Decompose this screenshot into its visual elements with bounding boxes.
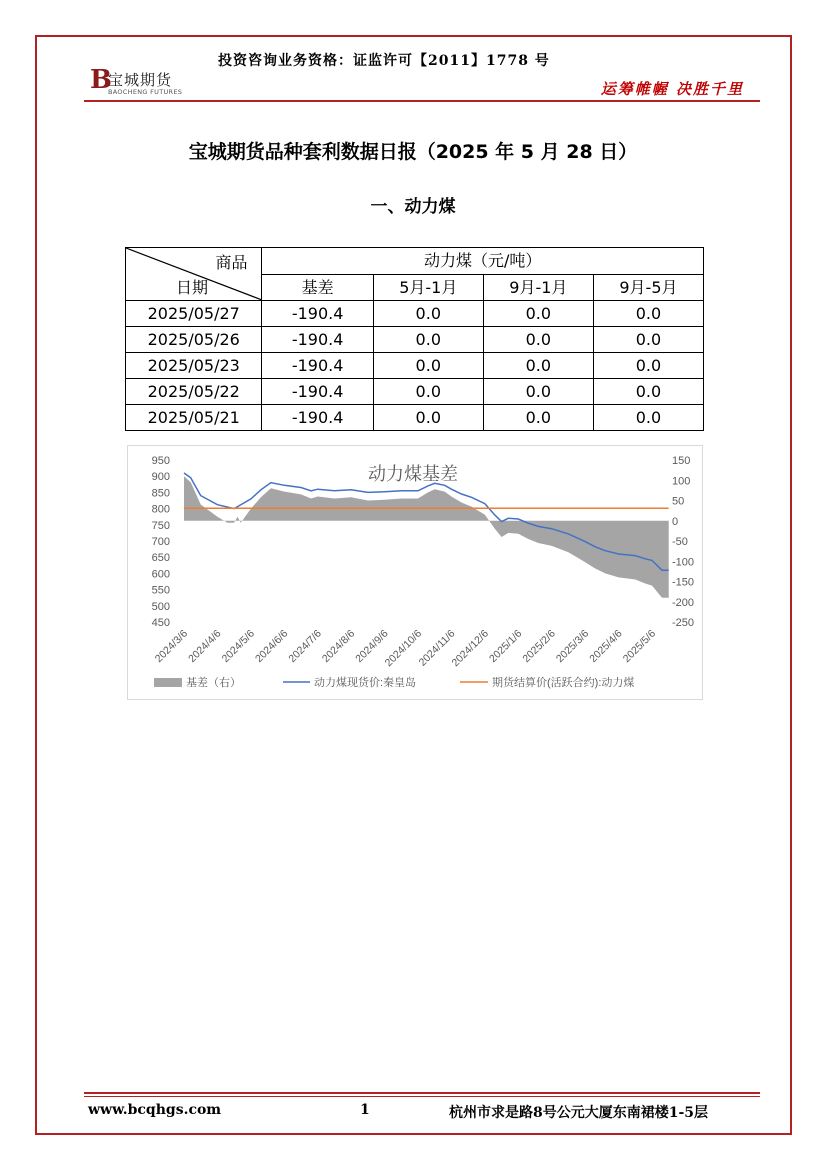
report-title: 宝城期货品种套利数据日报（2025 年 5 月 28 日） xyxy=(188,141,638,163)
cell-value: 0.0 xyxy=(483,405,593,431)
company-logo xyxy=(90,64,210,100)
x-tick-label: 2025/3/6 xyxy=(553,627,592,666)
y-left-tick-label: 950 xyxy=(151,455,170,467)
group-header: 动力煤（元/吨） xyxy=(262,248,704,275)
x-tick-label: 2025/4/6 xyxy=(587,627,625,666)
table-row xyxy=(126,327,704,353)
y-left-tick-label: 600 xyxy=(151,568,170,581)
row-date: 2025/05/27 xyxy=(126,301,262,327)
y-left-tick-label: 900 xyxy=(151,471,170,484)
page-number: 1 xyxy=(360,1102,370,1118)
x-tick-label: 2024/8/6 xyxy=(319,627,358,666)
corner-header-cell xyxy=(126,248,262,301)
legend-swatch-basis xyxy=(154,678,182,687)
cell-value: -190.4 xyxy=(262,353,373,379)
x-tick-label: 2024/4/6 xyxy=(186,627,224,666)
cell-value: 0.0 xyxy=(593,405,703,431)
cell-value: 0.0 xyxy=(483,353,593,379)
cell-value: 0.0 xyxy=(593,379,703,405)
row-date: 2025/05/21 xyxy=(126,405,262,431)
y-right-tick-label: -200 xyxy=(672,596,695,609)
spread-table xyxy=(125,247,704,431)
x-tick-label: 2024/6/6 xyxy=(253,627,291,666)
footer-divider xyxy=(84,1092,760,1094)
y-left-tick-label: 550 xyxy=(151,584,170,597)
x-tick-label: 2024/7/6 xyxy=(286,627,324,666)
x-tick-label: 2024/3/6 xyxy=(152,627,191,666)
cell-value: 0.0 xyxy=(593,353,703,379)
column-header-basis: 基差 xyxy=(262,274,373,301)
corner-label-date: 日期 xyxy=(176,278,209,297)
x-tick-label: 2024/11/6 xyxy=(416,627,458,669)
y-right-tick-label: -50 xyxy=(672,536,688,548)
cell-value: -190.4 xyxy=(262,405,373,431)
section-heading: 一、动力煤 xyxy=(370,197,456,217)
cell-value: 0.0 xyxy=(373,405,483,431)
row-date: 2025/05/26 xyxy=(126,327,262,353)
y-right-tick-label: 150 xyxy=(672,455,691,467)
cell-value: 0.0 xyxy=(373,301,483,327)
y-left-tick-label: 850 xyxy=(151,487,170,500)
logo-mark-icon: B xyxy=(90,65,112,95)
logo-name: 宝城期货 xyxy=(108,71,173,89)
cell-value: 0.0 xyxy=(483,327,593,353)
cell-value: 0.0 xyxy=(483,301,593,327)
y-left-tick-label: 650 xyxy=(151,552,170,565)
basis-chart xyxy=(127,445,703,700)
header-divider xyxy=(84,100,760,102)
slogan: 运筹帷幄 决胜千里 xyxy=(600,80,744,98)
logo-english-name: BAOCHENG FUTURES xyxy=(108,88,183,96)
cell-value: 0.0 xyxy=(373,327,483,353)
license-text: 投资咨询业务资格：证监许可【2011】1778 号 xyxy=(218,53,550,69)
y-left-tick-label: 700 xyxy=(151,536,170,548)
column-header-may-jan: 5月-1月 xyxy=(373,274,483,301)
x-tick-label: 2025/1/6 xyxy=(487,627,525,666)
footer-divider-thin xyxy=(84,1096,760,1097)
legend-label-basis: 基差（右） xyxy=(186,677,241,689)
table-row xyxy=(126,301,704,327)
x-tick-label: 2024/12/6 xyxy=(449,627,491,670)
cell-value: -190.4 xyxy=(262,301,373,327)
cell-value: 0.0 xyxy=(593,327,703,353)
y-left-tick-label: 500 xyxy=(151,600,170,613)
chart-svg xyxy=(128,446,702,699)
y-left-tick-label: 750 xyxy=(151,519,170,532)
x-tick-label: 2024/10/6 xyxy=(382,627,425,670)
footer-website[interactable]: www.bcqhgs.com xyxy=(88,1102,222,1118)
row-date: 2025/05/22 xyxy=(126,379,262,405)
y-right-tick-label: 50 xyxy=(672,495,685,508)
column-header-sep-may: 9月-5月 xyxy=(593,274,703,301)
x-tick-label: 2024/5/6 xyxy=(219,627,257,666)
row-date: 2025/05/23 xyxy=(126,353,262,379)
y-right-tick-label: 100 xyxy=(672,475,691,488)
y-right-tick-label: -100 xyxy=(672,556,695,569)
cell-value: 0.0 xyxy=(593,301,703,327)
corner-label-commodity: 商品 xyxy=(215,253,248,272)
cell-value: 0.0 xyxy=(373,379,483,405)
table-row xyxy=(126,405,704,431)
chart-title: 动力煤基差 xyxy=(368,464,458,484)
x-tick-label: 2025/5/6 xyxy=(620,627,659,666)
y-right-tick-label: 0 xyxy=(672,515,679,528)
cell-value: 0.0 xyxy=(483,379,593,405)
y-right-tick-label: -250 xyxy=(672,617,695,629)
cell-value: -190.4 xyxy=(262,327,373,353)
x-tick-label: 2024/9/6 xyxy=(353,627,391,666)
footer-address: 杭州市求是路8号公元大厦东南裙楼1-5层 xyxy=(449,1105,709,1121)
x-tick-label: 2025/2/6 xyxy=(520,627,558,666)
table-row xyxy=(126,379,704,405)
y-right-tick-label: -150 xyxy=(672,576,695,589)
legend-label-spot: 动力煤现货价:秦皇岛 xyxy=(314,677,417,689)
y-left-tick-label: 800 xyxy=(151,503,170,516)
cell-value: -190.4 xyxy=(262,379,373,405)
y-left-tick-label: 450 xyxy=(151,617,170,629)
table-row xyxy=(126,353,704,379)
cell-value: 0.0 xyxy=(373,353,483,379)
column-header-sep-jan: 9月-1月 xyxy=(483,274,593,301)
legend-label-futures: 期货结算价(活跃合约):动力煤 xyxy=(492,677,635,689)
